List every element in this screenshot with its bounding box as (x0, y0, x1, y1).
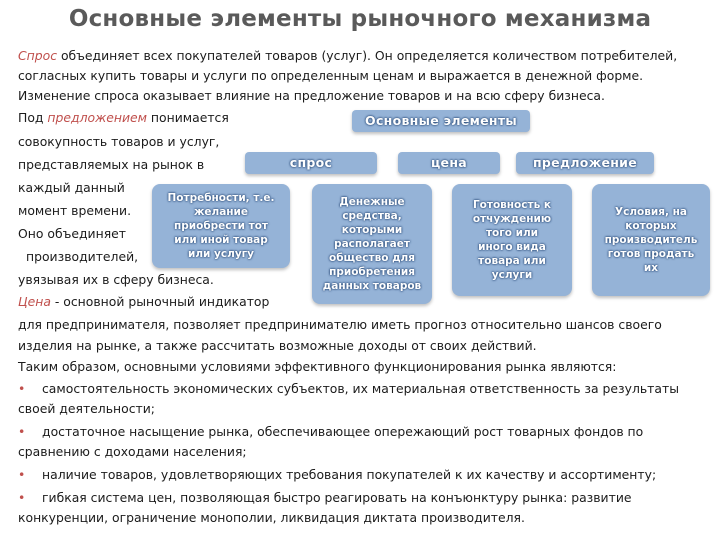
diagram-demand-header: спрос (245, 152, 377, 174)
intro-text: объединяет всех покупателей товаров (услуг). Он определяется количеством потребителей, (57, 48, 678, 63)
intro-line-7: каждый данный (18, 180, 125, 195)
diagram-supply-header: предложение (516, 152, 654, 174)
bullet-continuation: сравнению с доходами населения; (18, 444, 247, 459)
intro-line-8: момент времени. (18, 203, 132, 218)
intro-line-13: для предпринимателя, позволяет предпринимателю иметь прогноз относительно шансов своего (18, 317, 662, 332)
bullet-item (18, 422, 643, 442)
diagram-readiness-tile: Готовность к отчуждению того или иного вида товара или услуги (452, 184, 572, 296)
term-price: Цена (18, 294, 51, 309)
diagram-price-header: цена (398, 152, 500, 174)
diagram-conditions-tile: Условия, на которых производитель готов продать их (592, 184, 710, 296)
intro-line-4 (18, 108, 229, 128)
intro-line-11: увязывая их в сферу бизнеса. (18, 272, 214, 287)
bullet-dot: • (18, 381, 26, 396)
diagram-demand-tile: Потребности, т.е. желание приобрести тот или иной товар или услугу (152, 184, 290, 268)
intro-line-12 (18, 292, 269, 312)
bullet-item (18, 379, 679, 399)
intro-line-10: производителей, (26, 249, 139, 264)
bullet-continuation: конкуренции, ограничение монополии, ликвидация диктата производителя. (18, 510, 525, 525)
bullet-item (18, 465, 656, 485)
bullet-dot: • (18, 490, 26, 505)
intro-line-3: Изменение спроса оказывает влияние на предложение товаров и на всю сферу бизнеса. (18, 88, 605, 103)
diagram-money-tile: Денежные средства, которыми располагает общество для приобретения данных товаров (312, 184, 432, 304)
bullet-dot: • (18, 424, 26, 439)
page-title: Основные элементы рыночного механизма (68, 6, 652, 32)
intro-line-2: согласных купить товары и услуги по определенным ценам и выражается в денежной форме. (18, 68, 644, 83)
term-demand: Спрос (18, 48, 58, 63)
bullet-text: самостоятельность экономических субъектов, их материальная ответственность за результаты (42, 381, 679, 396)
intro-text: понимается (146, 110, 229, 125)
bullet-item (18, 488, 632, 508)
bullet-text: наличие товаров, удовлетворяющих требования покупателей к их качеству и ассортименту; (42, 467, 657, 482)
bullet-text: достаточное насыщение рынка, обеспечивающее опережающий рост товарных фондов по (42, 424, 644, 439)
bullet-text: гибкая система цен, позволяющая быстро реагировать на конъюнктуру рынка: развитие (42, 490, 632, 505)
intro-line-6: представляемых на рынок в (18, 157, 205, 172)
bullet-dot: • (18, 467, 26, 482)
intro-line-5: совокупность товаров и услуг, (18, 134, 220, 149)
term-supply: предложением (47, 110, 147, 125)
intro-line-14: изделия на рынке, а также рассчитать возможные доходы от своих действий. (18, 338, 537, 353)
bullet-continuation: своей деятельности; (18, 401, 155, 416)
intro-line-1 (18, 46, 677, 66)
intro-text: Под (18, 110, 48, 125)
intro-line-9: Оно объединяет (18, 226, 126, 241)
intro-line-15: Таким образом, основными условиями эффективного функционирования рынка являются: (18, 359, 617, 374)
diagram-main-header: Основные элементы (352, 110, 530, 132)
intro-text: - основной рыночный индикатор (50, 294, 270, 309)
